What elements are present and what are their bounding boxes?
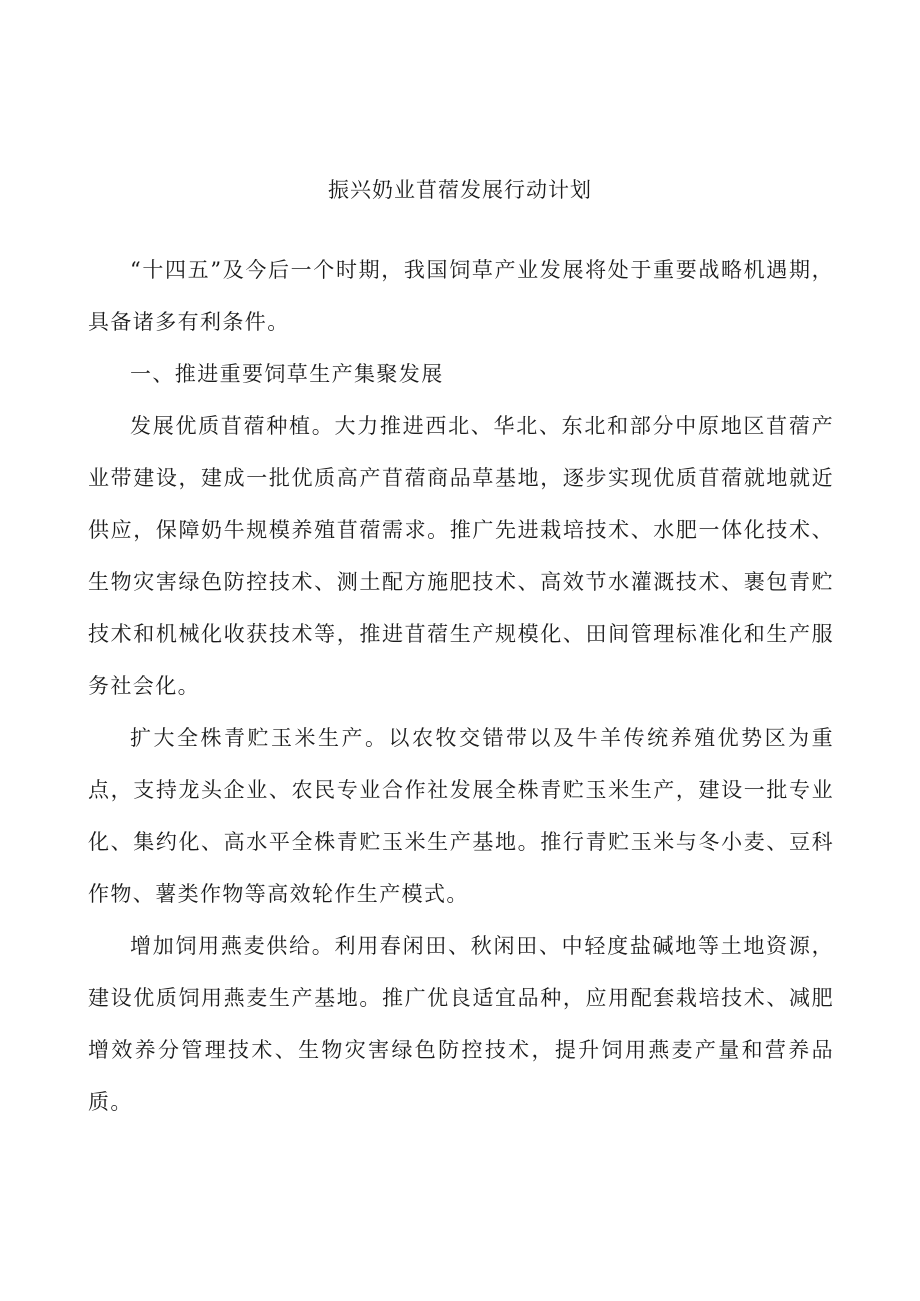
paragraph-oats: 增加饲用燕麦供给。利用春闲田、秋闲田、中轻度盐碱地等土地资源，建设优质饲用燕麦生产基地。推广优良适宜品种，应用配套栽培技术、减肥增效养分管理技术、生物灾害绿色防控技术，提升饲用燕麦产量和营养品质。 [88,934,834,1114]
section-heading-1: 一、推进重要饲草生产集聚发展 [130,362,444,386]
paragraph-alfalfa: 发展优质苜蓿种植。大力推进西北、华北、东北和部分中原地区苜蓿产业带建设，建成一批优质高产苜蓿商品草基地，逐步实现优质苜蓿就地就近供应，保障奶牛规模养殖苜蓿需求。推广先进栽培技术、水肥一体化技术、生物灾害绿色防控技术、测土配方施肥技术、高效节水灌溉技术、裹包青贮技术和机械化收获技术等，推进苜蓿生产规模化、田间管理标准化和生产服务社会化。 [88,414,834,698]
document-title: 振兴奶业苜蓿发展行动计划 [328,178,592,202]
paragraph-intro: “十四五”及今后一个时期，我国饲草产业发展将处于重要战略机遇期，具备诸多有利条件。 [88,258,834,334]
document-body [88,244,834,1128]
paragraph-silage-corn: 扩大全株青贮玉米生产。以农牧交错带以及牛羊传统养殖优势区为重点，支持龙头企业、农民专业合作社发展全株青贮玉米生产，建设一批专业化、集约化、高水平全株青贮玉米生产基地。推行青贮玉米与冬小麦、豆科作物、薯类作物等高效轮作生产模式。 [88,726,834,906]
